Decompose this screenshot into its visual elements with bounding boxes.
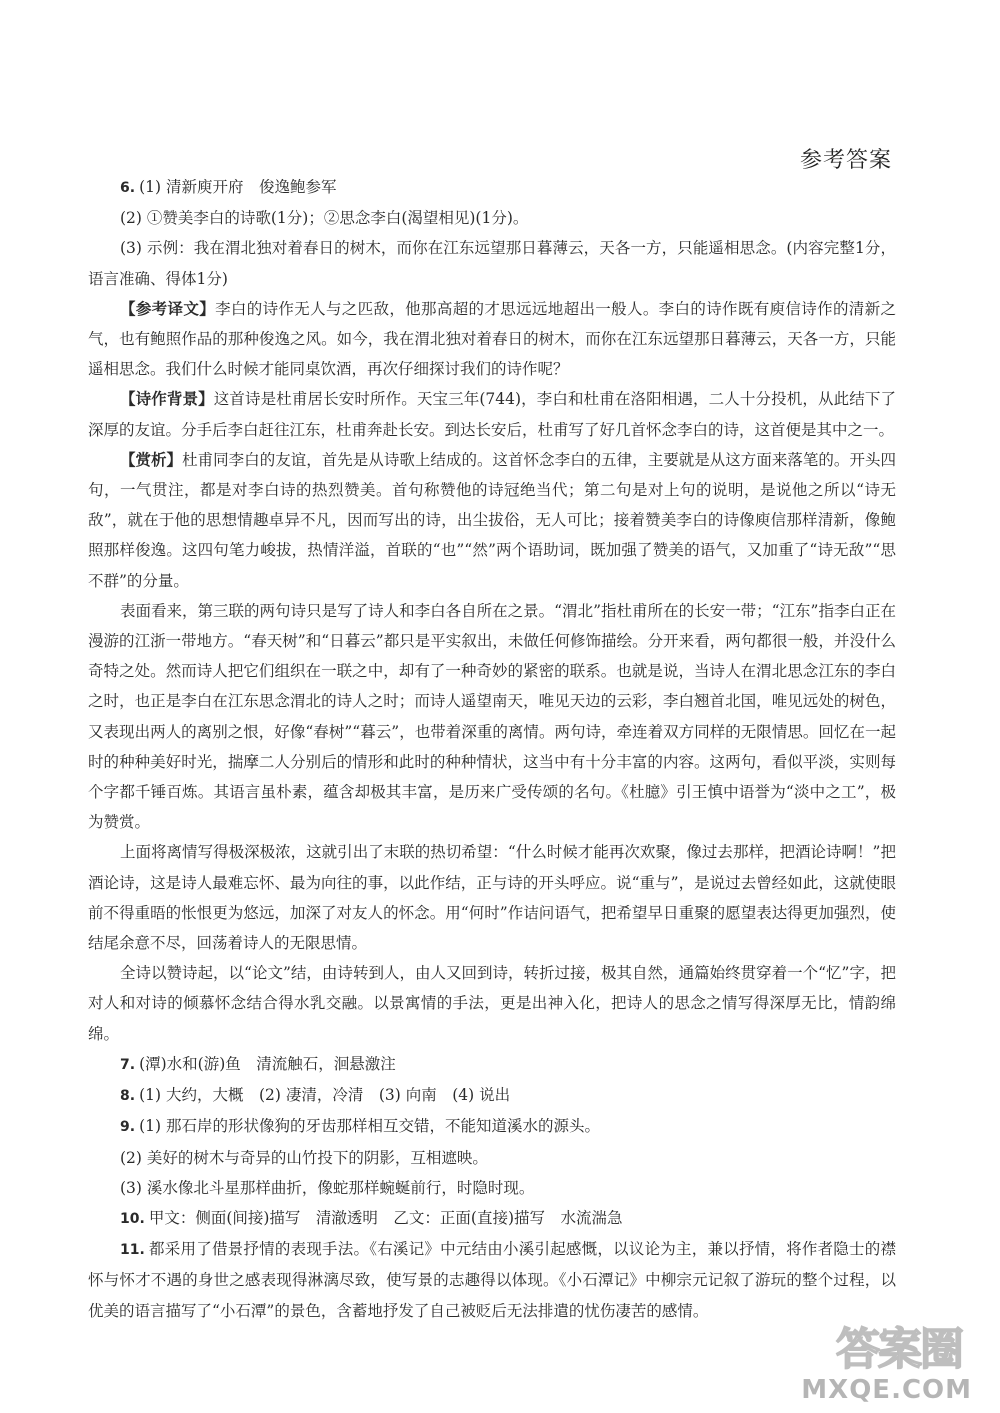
watermark <box>801 1324 982 1405</box>
watermark-logo: 答案圈 <box>836 1324 962 1375</box>
q9-line-1: 9. (1) 那石岸的形状像狗的牙齿那样相互交错，不能知道溪水的源头。 <box>120 1117 600 1136</box>
page-title: 参考答案 <box>799 148 892 173</box>
background-paragraph: 【诗作背景】这首诗是杜甫居长安时所作。天宝三年(744)，李白和杜甫在洛阳相遇，二人十分投机，从此结下了深厚的友谊。分手后李白赶往江东，杜甫奔赴长安。到达长安后，杜甫写了好几首怀念李白的诗，这首便是其中之一。 <box>88 390 896 439</box>
q7-answer: 7. (潭)水和(游)鱼 清流触石，洄悬激注 <box>120 1054 396 1073</box>
q6-line-3: (3) 示例：我在渭北独对着春日的树木，而你在江东远望那日暮薄云，天各一方，只能遥相思念。(内容完整1分，语言准确、得体1分) <box>88 239 896 288</box>
translation-paragraph: 【参考译文】李白的诗作无人与之匹敌，他那高超的才思远远地超出一般人。李白的诗作既有庾信诗作的清新之气，也有鲍照作品的那种俊逸之风。如今，我在渭北独对着春日的树木，而你在江东远望那日暮薄云，天各一方，只能遥相思念。我们什么时候才能同桌饮酒，再次仔细探讨我们的诗作呢？ <box>88 299 896 379</box>
q11-answer: 11. 都采用了借景抒情的表现手法。《右溪记》中元结由小溪引起感慨，以议论为主，兼以抒情，将作者隐士的襟怀与怀才不遇的身世之感表现得淋漓尽致，使写景的志趣得以体现。《小石潭记》中柳宗元记叙了游玩的整个过程，以优美的语言描写了“小石潭”的景色，含蓄地抒发了自己被贬后无法排遣的忧伤凄苦的感情。 <box>88 1240 896 1320</box>
q6-line-1: 6. (1) 清新庾开府 俊逸鲍参军 <box>120 178 337 196</box>
watermark-site: MXQE.COM <box>801 1375 972 1405</box>
q8-answer: 8. (1) 大约，大概 (2) 凄清，冷清 (3) 向南 (4) 说出 <box>120 1086 511 1105</box>
q6-line-2: (2) ①赞美李白的诗歌(1分)；②思念李白(渴望相见)(1分)。 <box>120 209 529 228</box>
appreciation-paragraph-2: 表面看来，第三联的两句诗只是写了诗人和李白各自所在之景。“渭北”指杜甫所在的长安一带；“江东”指李白正在漫游的江浙一带地方。“春天树”和“日暮云”都只是平实叙出，未做任何修饰描绘。分开来看，两句都很一般，并没什么奇特之处。然而诗人把它们组织在一联之中，却有了一种奇妙的紧密的联系。也就是说，当诗人在渭北思念江东的李白之时，也正是李白在江东思念渭北的诗人之时；而诗人遥望南天，唯见天边的云彩，李白翘首北国，唯见远处的树色，又表现出两人的离别之恨，好像“春树”“暮云”，也带着深重的离情。两句诗，牵连着双方同样的无限情思。回忆在一起时的种种美好时光，揣摩二人分别后的情形和此时的种种情状，这当中有十分丰富的内容。这两句，看似平淡，实则每个字都千锤百炼。其语言虽朴素，蕴含却极其丰富，是历来广受传颂的名句。《杜臆》引王慎中语誉为“淡中之工”，极为赞赏。 <box>88 601 896 832</box>
appreciation-paragraph-4: 全诗以赞诗起，以“论文”结，由诗转到人，由人又回到诗，转折过接，极其自然，通篇始终贯穿着一个“忆”字，把对人和对诗的倾慕怀念结合得水乳交融。以景寓情的手法，更是出神入化，把诗人的思念之情写得深厚无比，情韵绵绵。 <box>88 964 896 1043</box>
appreciation-paragraph-3: 上面将离情写得极深极浓，这就引出了末联的热切希望：“什么时候才能再次欢聚，像过去那样，把酒论诗啊！”把酒论诗，这是诗人最难忘怀、最为向往的事，以此作结，正与诗的开头呼应。说“重与”，是说过去曾经如此，这就使眼前不得重晤的怅恨更为悠远，加深了对友人的怀念。用“何时”作诘问语气，把希望早日重聚的愿望表达得更加强烈，使结尾余意不尽，回荡着诗人的无限思情。 <box>88 843 896 953</box>
q9-line-2: (2) 美好的树木与奇异的山竹投下的阴影，互相遮映。 <box>120 1148 488 1167</box>
q9-line-3: (3) 溪水像北斗星那样曲折，像蛇那样蜿蜒前行，时隐时现。 <box>120 1178 535 1197</box>
appreciation-paragraph-1: 【赏析】杜甫同李白的友谊，首先是从诗歌上结成的。这首怀念李白的五律，主要就是从这方面来落笔的。开头四句，一气贯注，都是对李白诗的热烈赞美。首句称赞他的诗冠绝当代；第二句是对上句的说明，是说他之所以“诗无敌”，就在于他的思想情趣卓异不凡，因而写出的诗，出尘拔俗，无人可比；接着赞美李白的诗像庾信那样清新，像鲍照那样俊逸。这四句笔力峻拔，热情洋溢，首联的“也”“然”两个语助词，既加强了赞美的语气，又加重了“诗无敌”“思不群”的分量。 <box>88 450 896 590</box>
q10-answer: 10. 甲文：侧面(间接)描写 清澈透明 乙文：正面(直接)描写 水流湍急 <box>120 1208 623 1227</box>
answer-content <box>88 172 896 1326</box>
